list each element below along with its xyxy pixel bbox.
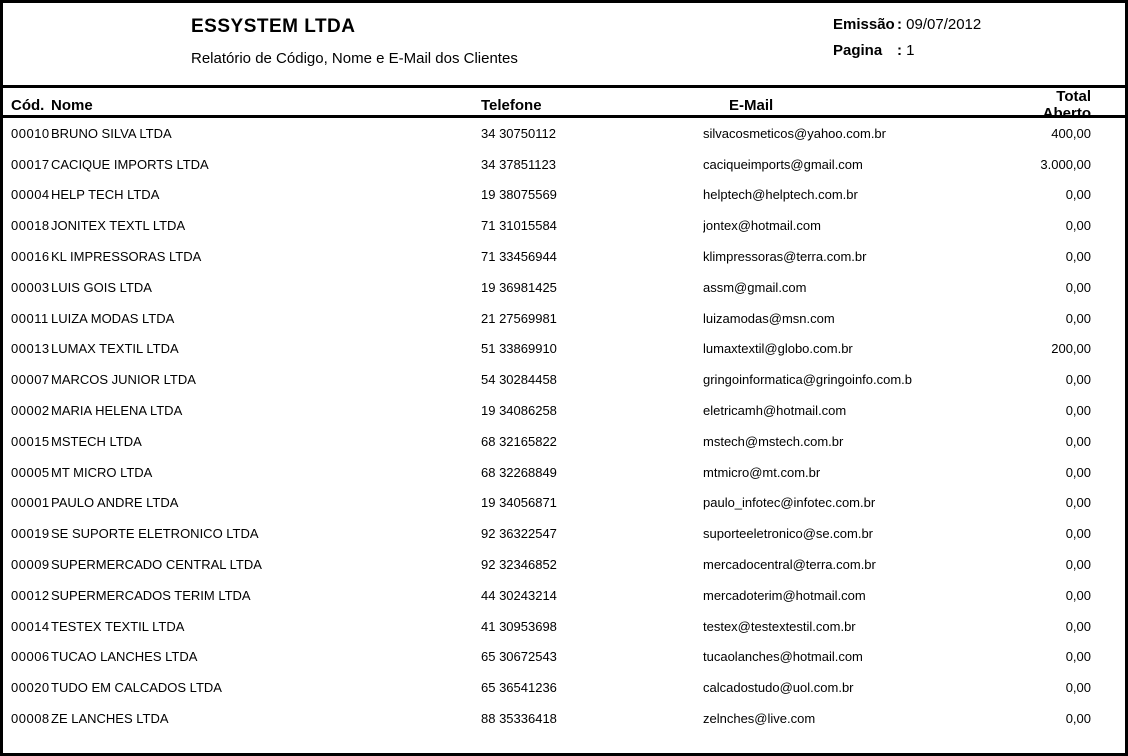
row-email: suporteeletronico@se.com.br: [703, 526, 873, 542]
table-row: [3, 334, 1125, 365]
column-header-name: Nome: [51, 96, 93, 114]
row-name: BRUNO SILVA LTDA: [51, 125, 172, 141]
column-headers: [3, 85, 1125, 122]
report-title: Relatório de Código, Nome e E-Mail dos Clientes: [191, 50, 518, 67]
row-name: LUMAX TEXTIL LTDA: [51, 341, 179, 357]
row-code: 00015: [11, 433, 50, 449]
row-code: 00014: [11, 618, 50, 634]
row-name: KL IMPRESSORAS LTDA: [51, 249, 202, 265]
row-email: helptech@helptech.com.br: [703, 187, 858, 203]
row-phone: 44 30243214: [481, 587, 557, 603]
row-code: 00018: [11, 218, 50, 234]
row-code: 00019: [11, 526, 50, 542]
row-phone: 65 30672543: [481, 649, 557, 665]
table-row: [3, 272, 1125, 303]
row-total: 3.000,00: [1040, 156, 1091, 172]
column-header-phone: Telefone: [481, 96, 542, 114]
meta-block: [833, 16, 981, 68]
row-phone: 88 35336418: [481, 711, 557, 727]
row-total: 200,00: [1051, 341, 1091, 357]
row-name: MARIA HELENA LTDA: [51, 403, 183, 419]
emission-label: Emissão: [833, 16, 895, 33]
row-phone: 68 32268849: [481, 464, 557, 480]
row-name: TUCAO LANCHES LTDA: [51, 649, 198, 665]
row-phone: 19 36981425: [481, 279, 557, 295]
row-name: ZE LANCHES LTDA: [51, 711, 169, 727]
table-row: [3, 488, 1125, 519]
row-code: 00011: [11, 310, 49, 326]
table-row: [3, 241, 1125, 272]
table-row: [3, 118, 1125, 149]
row-name: SE SUPORTE ELETRONICO LTDA: [51, 526, 259, 542]
row-email: eletricamh@hotmail.com: [703, 403, 847, 419]
row-name: CACIQUE IMPORTS LTDA: [51, 156, 209, 172]
table-row: [3, 426, 1125, 457]
row-email: zelnches@live.com: [703, 711, 816, 727]
row-name: SUPERMERCADOS TERIM LTDA: [51, 587, 251, 603]
row-email: testex@testextestil.com.br: [703, 618, 856, 634]
row-email: luizamodas@msn.com: [703, 310, 835, 326]
table-row: [3, 611, 1125, 642]
row-name: TUDO EM CALCADOS LTDA: [51, 680, 222, 696]
row-email: silvacosmeticos@yahoo.com.br: [703, 125, 886, 141]
column-header-total: Total Aberto: [1042, 88, 1091, 122]
row-phone: 68 32165822: [481, 433, 557, 449]
table-row: [3, 672, 1125, 703]
row-name: LUIZA MODAS LTDA: [51, 310, 175, 326]
row-name: MT MICRO LTDA: [51, 464, 153, 480]
row-email: lumaxtextil@globo.com.br: [703, 341, 853, 357]
row-phone: 71 31015584: [481, 218, 557, 234]
page-colon: :: [897, 42, 902, 59]
page-row: [833, 42, 981, 59]
row-email: assm@gmail.com: [703, 279, 807, 295]
row-phone: 65 36541236: [481, 680, 557, 696]
row-name: JONITEX TEXTL LTDA: [51, 218, 186, 234]
row-phone: 21 27569981: [481, 310, 557, 326]
emission-colon: :: [897, 16, 902, 33]
table-row: [3, 457, 1125, 488]
table-row: [3, 518, 1125, 549]
row-total: 0,00: [1065, 249, 1091, 265]
table-row: [3, 210, 1125, 241]
emission-date: 09/07/2012: [906, 16, 982, 33]
row-name: LUIS GOIS LTDA: [51, 279, 152, 295]
row-phone: 34 30750112: [481, 125, 556, 141]
row-name: HELP TECH LTDA: [51, 187, 160, 203]
row-email: paulo_infotec@infotec.com.br: [703, 495, 876, 511]
row-code: 00002: [11, 403, 50, 419]
row-phone: 19 38075569: [481, 187, 557, 203]
row-code: 00012: [11, 587, 50, 603]
row-total: 0,00: [1065, 218, 1091, 234]
column-header-code: Cód.: [11, 96, 45, 114]
row-email: caciqueimports@gmail.com: [703, 156, 863, 172]
row-name: TESTEX TEXTIL LTDA: [51, 618, 185, 634]
table-row: [3, 703, 1125, 734]
row-total: 0,00: [1065, 649, 1091, 665]
row-email: calcadostudo@uol.com.br: [703, 680, 854, 696]
row-phone: 54 30284458: [481, 372, 557, 388]
table-row: [3, 580, 1125, 611]
title-block: [191, 16, 518, 67]
row-total: 0,00: [1065, 279, 1091, 295]
row-code: 00008: [11, 711, 50, 727]
row-code: 00016: [11, 249, 50, 265]
row-name: PAULO ANDRE LTDA: [51, 495, 179, 511]
row-email: mstech@mstech.com.br: [703, 433, 844, 449]
row-code: 00009: [11, 557, 50, 573]
row-email: mtmicro@mt.com.br: [703, 464, 821, 480]
row-code: 00013: [11, 341, 50, 357]
table-body: [3, 118, 1125, 734]
row-total: 0,00: [1065, 680, 1091, 696]
row-total: 0,00: [1065, 587, 1091, 603]
row-phone: 51 33869910: [481, 341, 557, 357]
row-code: 00005: [11, 464, 50, 480]
table-row: [3, 364, 1125, 395]
row-phone: 34 37851123: [481, 156, 556, 172]
row-phone: 92 32346852: [481, 557, 557, 573]
table-row: [3, 549, 1125, 580]
row-phone: 71 33456944: [481, 249, 557, 265]
row-total: 0,00: [1065, 372, 1091, 388]
emission-row: [833, 16, 981, 33]
table-row: [3, 180, 1125, 211]
row-code: 00020: [11, 680, 50, 696]
row-phone: 19 34086258: [481, 403, 557, 419]
row-total: 0,00: [1065, 526, 1091, 542]
table-row: [3, 642, 1125, 673]
table-row: [3, 303, 1125, 334]
row-total: 0,00: [1065, 187, 1091, 203]
row-phone: 92 36322547: [481, 526, 557, 542]
row-phone: 41 30953698: [481, 618, 557, 634]
company-name: ESSYSTEM LTDA: [191, 16, 356, 37]
row-name: SUPERMERCADO CENTRAL LTDA: [51, 557, 262, 573]
row-total: 0,00: [1065, 557, 1091, 573]
row-email: jontex@hotmail.com: [703, 218, 821, 234]
row-code: 00001: [11, 495, 50, 511]
row-total: 0,00: [1065, 310, 1091, 326]
row-total: 0,00: [1065, 618, 1091, 634]
row-code: 00004: [11, 187, 50, 203]
row-code: 00007: [11, 372, 50, 388]
row-email: klimpressoras@terra.com.br: [703, 249, 867, 265]
row-email: gringoinformatica@gringoinfo.com.b: [703, 372, 913, 388]
row-code: 00017: [11, 156, 50, 172]
row-phone: 19 34056871: [481, 495, 557, 511]
row-total: 0,00: [1065, 711, 1091, 727]
row-name: MARCOS JUNIOR LTDA: [51, 372, 196, 388]
row-total: 0,00: [1065, 433, 1091, 449]
row-total: 400,00: [1051, 125, 1091, 141]
row-email: mercadocentral@terra.com.br: [703, 557, 876, 573]
report-header: [3, 3, 1125, 85]
row-total: 0,00: [1065, 495, 1091, 511]
page-number: 1: [906, 42, 915, 59]
row-code: 00010: [11, 125, 50, 141]
row-code: 00003: [11, 279, 50, 295]
row-email: tucaolanches@hotmail.com: [703, 649, 863, 665]
table-row: [3, 149, 1125, 180]
column-header-email: E-Mail: [729, 96, 774, 114]
row-code: 00006: [11, 649, 50, 665]
page-label: Pagina: [833, 42, 883, 59]
row-email: mercadoterim@hotmail.com: [703, 587, 866, 603]
row-total: 0,00: [1065, 403, 1091, 419]
row-name: MSTECH LTDA: [51, 433, 142, 449]
table-row: [3, 395, 1125, 426]
row-total: 0,00: [1065, 464, 1091, 480]
